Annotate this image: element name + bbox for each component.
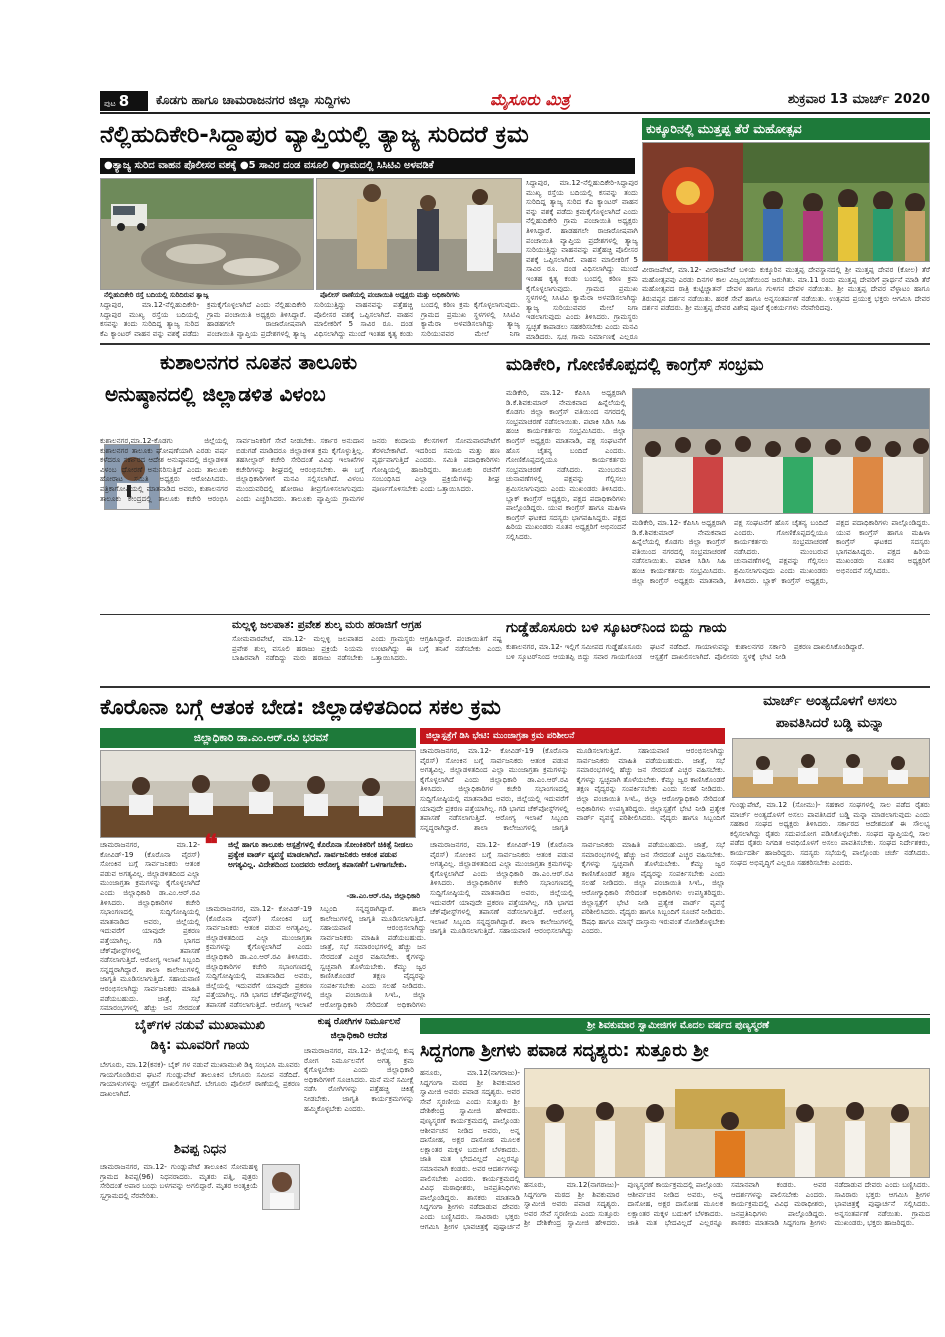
divider <box>100 686 930 688</box>
story7-sidebar-title: ಜಿಲ್ಲಾಸ್ಪತ್ರೆಗೆ ಡಿಸಿ ಭೇಟಿ: ಮುಂಜಾಗ್ರತಾ ಕ್ರಮ ಪರಿಶೀಲನೆ <box>420 728 725 744</box>
story2-photo-festival <box>642 142 930 262</box>
page-label: ಪುಟ <box>104 99 116 108</box>
divider <box>100 1014 930 1015</box>
story1-photo-garbage <box>100 178 314 290</box>
story7-quote: ಜಿಲ್ಲೆ ಹಾಗೂ ತಾಲೂಕು ಆಸ್ಪತ್ರೆಗಳಲ್ಲಿ ಕೊರೊನಾ ಸೋಂಕಿತರಿಗೆ ಚಿಕಿತ್ಸೆ ನೀಡಲು ಪ್ರತ್ಯೇಕ ವಾರ್ಡ್ ವ್ಯವಸ್ಥೆ ಮಾಡಲಾಗಿದೆ. ಸಾರ್ವಜನಿಕರು ಆತಂಕ ಪಡುವ ಅಗತ್ಯವಿಲ್ಲ. ವಿದೇಶದಿಂದ ಬಂದವರು ಆರೋಗ್ಯ ತಪಾಸಣೆಗೆ ಒಳಗಾಗಬೇಕು. <box>228 840 413 869</box>
story5-body: ಸೋಮವಾರಪೇಟೆ, ಮಾ.12- ಮಲ್ಲಳ್ಳಿ ಜಲಪಾತದ ಪ್ರವೇಶ ಶುಲ್ಕ ವಸೂಲಿ ಹರಾಜು ಪ್ರಕ್ರಿಯೆ ನಿಯಮ ಬಾಹಿರವಾಗಿ ನಡೆದಿದ್ದು ಮರು ಹರಾಜು ನಡೆಸಬೇಕು ಎಂದು ಗ್ರಾಮಸ್ಥರು ಆಗ್ರಹಿಸಿದ್ದಾರೆ. ಪಂಚಾಯಿತಿಗೆ ನಷ್ಟ ಉಂಟಾಗಿದ್ದು ಈ ಬಗ್ಗೆ ತನಿಖೆ ನಡೆಸಬೇಕು ಎಂದು ಒತ್ತಾಯಿಸಿದರು. <box>232 634 502 663</box>
story4-body-col2: ಮಡಿಕೇರಿ, ಮಾ.12- ಕೆಪಿಸಿಸಿ ಅಧ್ಯಕ್ಷರಾಗಿ ಡಿ.ಕೆ.ಶಿವಕುಮಾರ್ ನೇಮಕವಾದ ಹಿನ್ನೆಲೆಯಲ್ಲಿ ಕೊಡಗು ಜಿಲ್ಲಾ ಕಾಂಗ್ರೆಸ್ ವತಿಯಿಂದ ನಗರದಲ್ಲಿ ಸಂಭ್ರಮಾಚರಣೆ ನಡೆಸಲಾಯಿತು. ಪಟಾಕಿ ಸಿಡಿಸಿ ಸಿಹಿ ಹಂಚಿ ಕಾರ್ಯಕರ್ತರು ಸಂಭ್ರಮಿಸಿದರು. ಜಿಲ್ಲಾ ಕಾಂಗ್ರೆಸ್ ಅಧ್ಯಕ್ಷರು ಮಾತನಾಡಿ, ಪಕ್ಷ ಸಂಘಟನೆಗೆ ಹೊಸ ಚೈತನ್ಯ ಬಂದಿದೆ ಎಂದರು. ಗೋಣಿಕೊಪ್ಪದಲ್ಲಿಯೂ ಕಾರ್ಯಕರ್ತರು ಸಂಭ್ರಮಾಚರಣೆ ನಡೆಸಿದರು. ಮುಂಬರುವ ಚುನಾವಣೆಗಳಲ್ಲಿ ಪಕ್ಷವನ್ನು ಗೆಲ್ಲಿಸಲು ಶ್ರಮಿಸಲಾಗುವುದು ಎಂದು ಮುಖಂಡರು ತಿಳಿಸಿದರು. ಬ್ಲಾಕ್ ಕಾಂಗ್ರೆಸ್ ಅಧ್ಯಕ್ಷರು, ಪಕ್ಷದ ಪದಾಧಿಕಾರಿಗಳು ಪಾಲ್ಗೊಂಡಿದ್ದರು. ಯುವ ಕಾಂಗ್ರೆಸ್ ಹಾಗೂ ಮಹಿಳಾ ಕಾಂಗ್ರೆಸ್ ಘಟಕದ ಸದಸ್ಯರು ಭಾಗವಹಿಸಿದ್ದರು. ಪಕ್ಷದ ಹಿರಿಯ ಮುಖಂಡರು ನೂತನ ಅಧ್ಯಕ್ಷರಿಗೆ ಅಭಿನಂದನೆ ಸಲ್ಲಿಸಿದರು. <box>632 518 930 585</box>
story10-headline: ಶಿವಪ್ಪ ನಿಧನ <box>173 1142 227 1157</box>
story11-body: ಚಾಮರಾಜನಗರ, ಮಾ.12- ಜಿಲ್ಲೆಯಲ್ಲಿ ಕುಷ್ಠ ರೋಗ ನಿರ್ಮೂಲನೆಗೆ ಅಗತ್ಯ ಕ್ರಮ ಕೈಗೊಳ್ಳಬೇಕು ಎಂದು ಜಿಲ್ಲಾಧಿಕಾರಿ ಅಧಿಕಾರಿಗಳಿಗೆ ಸೂಚಿಸಿದರು. ಮನೆ ಮನೆ ಸಮೀಕ್ಷೆ ನಡೆಸಿ ರೋಗಿಗಳನ್ನು ಪತ್ತೆಹಚ್ಚಿ ಚಿಕಿತ್ಸೆ ನೀಡಬೇಕು. ಜಾಗೃತಿ ಕಾರ್ಯಕ್ರಮಗಳನ್ನು ಹಮ್ಮಿಕೊಳ್ಳಬೇಕು ಎಂದರು. <box>304 1046 414 1113</box>
story1-caption2: ಪೊಲೀಸ್ ಠಾಣೆಯಲ್ಲಿ ಪಂಚಾಯಿತಿ ಅಧ್ಯಕ್ಷರು ಮತ್ತು ಅಧಿಕಾರಿಗಳು <box>320 291 460 299</box>
story4-headline: ಮಡಿಕೇರಿ, ಗೋಣಿಕೊಪ್ಪದಲ್ಲಿ ಕಾಂಗ್ರೆಸ್ ಸಂಭ್ರಮ <box>506 355 764 375</box>
photo-image <box>317 179 522 290</box>
story12-body-cols: ಹನೂರು, ಮಾ.12(ನಾಗರಾಜು)- ಸಿದ್ದಗಂಗಾ ಮಠದ ಶ್ರೀ ಶಿವಕುಮಾರ ಸ್ವಾಮೀಜಿ ಅವರು ಪವಾಡ ಸದೃಶ್ಯರು. ಅವರ ಸೇವೆ ಸ್ಮರಣೀಯ ಎಂದು ಸುತ್ತೂರು ಶ್ರೀ ದೇಶಿಕೇಂದ್ರ ಸ್ವಾಮೀಜಿ ಹೇಳಿದರು. ಪುಣ್ಯಸ್ಮರಣೆ ಕಾರ್ಯಕ್ರಮದಲ್ಲಿ ಪಾಲ್ಗೊಂಡು ಆಶೀರ್ವಚನ ನೀಡಿದ ಅವರು, ಅನ್ನ ದಾಸೋಹ, ಅಕ್ಷರ ದಾಸೋಹ ಮೂಲಕ ಲಕ್ಷಾಂತರ ಮಕ್ಕಳ ಬದುಕಿಗೆ ಬೆಳಕಾದರು. ಜಾತಿ ಮತ ಭೇದವಿಲ್ಲದೆ ಎಲ್ಲರನ್ನೂ ಸಮಾನವಾಗಿ ಕಂಡರು. ಅವರ ಆದರ್ಶಗಳನ್ನು ಪಾಲಿಸಬೇಕು ಎಂದರು. ಕಾರ್ಯಕ್ರಮದಲ್ಲಿ ವಿವಿಧ ಮಠಾಧೀಶರು, ಜನಪ್ರತಿನಿಧಿಗಳು ಪಾಲ್ಗೊಂಡಿದ್ದರು. ಶಾಸಕರು ಮಾತನಾಡಿ ಸಿದ್ದಗಂಗಾ ಶ್ರೀಗಳು ನಡೆದಾಡುವ ದೇವರು ಎಂದು ಬಣ್ಣಿಸಿದರು. ಸಾವಿರಾರು ಭಕ್ತರು ಆಗಮಿಸಿ ಶ್ರೀಗಳ ಭಾವಚಿತ್ರಕ್ಕೆ ಪುಷ್ಪಾರ್ಚನೆ ಸಲ್ಲಿಸಿದರು. ಅನ್ನಸಂತರ್ಪಣೆ ನಡೆಯಿತು. ಗ್ರಾಮದ ಮುಖಂಡರು, ಭಕ್ತರು ಹಾಜರಿದ್ದರು. <box>524 1180 930 1228</box>
story8-photo-meeting <box>732 738 930 798</box>
story6-body: ಕುಶಾಲನಗರ, ಮಾ.12- ಇಲ್ಲಿಗೆ ಸಮೀಪದ ಗುಡ್ಡೆಹೊಸೂರು ಬಳಿ ಸ್ಕೂಟರ್‌ನಿಂದ ಆಯತಪ್ಪಿ ಬಿದ್ದು ಸವಾರ ಗಾಯಗೊಂಡ ಘಟನೆ ನಡೆದಿದೆ. ಗಾಯಾಳುವನ್ನು ಕುಶಾಲನಗರ ಸರ್ಕಾರಿ ಆಸ್ಪತ್ರೆಗೆ ದಾಖಲಿಸಲಾಗಿದೆ. ಪೊಲೀಸರು ಸ್ಥಳಕ್ಕೆ ಭೇಟಿ ನೀಡಿ ಪ್ರಕರಣ ದಾಖಲಿಸಿಕೊಂಡಿದ್ದಾರೆ. <box>506 642 865 661</box>
story7-photo-pressmeet <box>100 750 416 838</box>
story8-body: ಗುಂಡ್ಲುಪೇಟೆ, ಮಾ.12 (ಸೋಮು)- ಸಹಕಾರ ಸಂಘಗಳಲ್ಲಿ ಸಾಲ ಪಡೆದ ರೈತರು ಮಾರ್ಚ್ ಅಂತ್ಯದೊಳಗೆ ಅಸಲು ಪಾವತಿಸಿದರೆ ಬಡ್ಡಿ ಮನ್ನಾ ಮಾಡಲಾಗುವುದು ಎಂದು ಸಹಕಾರ ಸಂಘದ ಅಧ್ಯಕ್ಷರು ತಿಳಿಸಿದರು. ಸರ್ಕಾರದ ಆದೇಶದಂತೆ ಈ ಸೌಲಭ್ಯ ಕಲ್ಪಿಸಲಾಗಿದ್ದು ರೈತರು ಸದುಪಯೋಗ ಪಡಿಸಿಕೊಳ್ಳಬೇಕು. ಸಂಘದ ವ್ಯಾಪ್ತಿಯಲ್ಲಿ ಸಾಲ ಪಡೆದ ರೈತರು ನಿಗದಿತ ಅವಧಿಯೊಳಗೆ ಅಸಲು ಪಾವತಿಸಬೇಕು. ಸಂಘದ ನಿರ್ದೇಶಕರು, ಕಾರ್ಯದರ್ಶಿ ಹಾಜರಿದ್ದರು. ಸದಸ್ಯರು ಸಭೆಯಲ್ಲಿ ಪಾಲ್ಗೊಂಡು ಚರ್ಚೆ ನಡೆಸಿದರು. ಸಂಘದ ಅಭಿವೃದ್ಧಿಗೆ ಎಲ್ಲರೂ ಸಹಕರಿಸಬೇಕು ಎಂದರು. <box>730 800 930 867</box>
story11-headline-line1: ಕುಷ್ಠ ರೋಗಿಗಳ ನಿರ್ಮೂಲನೆ <box>317 1017 401 1027</box>
story5-headline: ಮಲ್ಲಳ್ಳಿ ಜಲಪಾತ: ಪ್ರವೇಶ ಶುಲ್ಕ ಮರು ಹರಾಜಿಗೆ ಆಗ್ರಹ <box>232 619 422 631</box>
issue-date: ಶುಕ್ರವಾರ 13 ಮಾರ್ಚ್ 2020 <box>787 92 930 107</box>
story2-body: ವೀರಾಜಪೇಟೆ, ಮಾ.12- ವೀರಾಜಪೇಟೆ ಬಳಿಯ ಕುಕ್ಕೂರಿನ ಮುತ್ತಪ್ಪ ದೇವಸ್ಥಾನದಲ್ಲಿ ಶ್ರೀ ಮುತ್ತಪ್ಪ ದೇವರ (ಕೋಲ) ತೆರೆ ಮಹೋತ್ಸವವು ಎರಡು ದಿನಗಳ ಕಾಲ ವಿಜೃಂಭಣೆಯಿಂದ ಜರುಗಿತು. ಮಾ.11 ರಂದು ಮುತ್ತಪ್ಪ ದೇವರಿಗೆ ಪ್ರಾರ್ಥನೆ ಮಾಡಿ ತೆರೆ ಮಹೋತ್ಸವದ ರಾತ್ರಿ ಕುಟ್ಟಿಚ್ಚಾತನ್ ದೇವಳ ಹಾಗೂ ಗುಳಿಗನ ದೇವಳ ನಡೆಯಿತು. ಶ್ರೀ ಮುತ್ತಪ್ಪ ದೇವರ ವೆಳ್ಳಾಟಂ ಹಾಗೂ ತಿರುವಪ್ಪನ ದರ್ಶನ ನಡೆಯಿತು. ಹರಕೆ ಸೇವೆ ಹಾಗೂ ಅನ್ನಸಂತರ್ಪಣೆ ನಡೆಯಿತು. ಉತ್ಸವದ ಪ್ರಯುಕ್ತ ಭಕ್ತರು ಆಗಮಿಸಿ ದೇವರ ದರ್ಶನ ಪಡೆದರು. ಶ್ರೀ ಮುತ್ತಪ್ಪ ದೇವರ ವಿಶೇಷ ಪೂಜೆ ಕೈಂಕರ್ಯಗಳು ನೆರವೇರಿದವು. <box>642 265 930 313</box>
story10-photo-portrait <box>262 1164 300 1210</box>
story4-body: ಮಡಿಕೇರಿ, ಮಾ.12- ಕೆಪಿಸಿಸಿ ಅಧ್ಯಕ್ಷರಾಗಿ ಡಿ.ಕೆ.ಶಿವಕುಮಾರ್ ನೇಮಕವಾದ ಹಿನ್ನೆಲೆಯಲ್ಲಿ ಕೊಡಗು ಜಿಲ್ಲಾ ಕಾಂಗ್ರೆಸ್ ವತಿಯಿಂದ ನಗರದಲ್ಲಿ ಸಂಭ್ರಮಾಚರಣೆ ನಡೆಸಲಾಯಿತು. ಪಟಾಕಿ ಸಿಡಿಸಿ ಸಿಹಿ ಹಂಚಿ ಕಾರ್ಯಕರ್ತರು ಸಂಭ್ರಮಿಸಿದರು. ಜಿಲ್ಲಾ ಕಾಂಗ್ರೆಸ್ ಅಧ್ಯಕ್ಷರು ಮಾತನಾಡಿ, ಪಕ್ಷ ಸಂಘಟನೆಗೆ ಹೊಸ ಚೈತನ್ಯ ಬಂದಿದೆ ಎಂದರು. ಗೋಣಿಕೊಪ್ಪದಲ್ಲಿಯೂ ಕಾರ್ಯಕರ್ತರು ಸಂಭ್ರಮಾಚರಣೆ ನಡೆಸಿದರು. ಮುಂಬರುವ ಚುನಾವಣೆಗಳಲ್ಲಿ ಪಕ್ಷವನ್ನು ಗೆಲ್ಲಿಸಲು ಶ್ರಮಿಸಲಾಗುವುದು ಎಂದು ಮುಖಂಡರು ತಿಳಿಸಿದರು. ಬ್ಲಾಕ್ ಕಾಂಗ್ರೆಸ್ ಅಧ್ಯಕ್ಷರು, ಪಕ್ಷದ ಪದಾಧಿಕಾರಿಗಳು ಪಾಲ್ಗೊಂಡಿದ್ದರು. ಯುವ ಕಾಂಗ್ರೆಸ್ ಹಾಗೂ ಮಹಿಳಾ ಕಾಂಗ್ರೆಸ್ ಘಟಕದ ಸದಸ್ಯರು ಭಾಗವಹಿಸಿದ್ದರು. ಪಕ್ಷದ ಹಿರಿಯ ಮುಖಂಡರು ನೂತನ ಅಧ್ಯಕ್ಷರಿಗೆ ಅಭಿನಂದನೆ ಸಲ್ಲಿಸಿದರು. <box>506 388 626 541</box>
story1-caption1: ನೆಲ್ಲಿಹುದಿಕೇರಿ ರಸ್ತೆ ಬದಿಯಲ್ಲಿ ಸುರಿದಿರುವ ತ್ಯಾಜ್ಯ <box>104 291 209 299</box>
story1-body-col2: ಸಿದ್ದಾಪುರ, ಮಾ.12-ನೆಲ್ಲಿಹುದಿಕೇರಿ-ಸಿದ್ದಾಪುರ ಮುಖ್ಯ ರಸ್ತೆಯ ಬದಿಯಲ್ಲಿ ಕಸವನ್ನು ತಂದು ಸುರಿದಿದ್ದ ತ್ಯಾಜ್ಯ ಸುರಿದ ಕೆಎ ಕ್ಯಾಂಟರ್ ವಾಹನ ವನ್ನು ವಶಕ್ಕೆ ಪಡೆದು ಕ್ರಮಕೈಗೊಳ್ಳಲಾಗಿದೆ ಎಂದು ನೆಲ್ಲಿಹುದಿಕೇರಿ ಗ್ರಾಮ ಪಂಚಾಯಿತಿ ಅಧ್ಯಕ್ಷರು ತಿಳಿಸಿದ್ದಾರೆ. ಹಾಡಹಗಲೇ ರಾಜಾರೋಷವಾಗಿ ಪಂಚಾಯಿತಿ ವ್ಯಾಪ್ತಿಯ ಪ್ರದೇಶಗಳಲ್ಲಿ ತ್ಯಾಜ್ಯ ಸುರಿಯುತ್ತಿದ್ದು ವಾಹನವನ್ನು ಪತ್ತೆಹಚ್ಚಿ ಪೊಲೀಸರ ವಶಕ್ಕೆ ಒಪ್ಪಿಸಲಾಗಿದೆ. ವಾಹನ ಮಾಲೀಕರಿಗೆ 5 ಸಾವಿರ ರೂ. ದಂಡ ವಿಧಿಸಲಾಗಿದ್ದು ಮುಂದೆ ಇಂತಹ ಕೃತ್ಯ ಕಂಡು ಬಂದಲ್ಲಿ ಕಠಿಣ ಕ್ರಮ ಕೈಗೊಳ್ಳಲಾಗುವುದು. ಗ್ರಾಮದ ಪ್ರಮುಖ ಸ್ಥಳಗಳಲ್ಲಿ ಸಿಸಿಟಿವಿ ಕ್ಯಾಮೆರಾ ಅಳವಡಿಸಲಾಗಿದ್ದು ತ್ಯಾಜ್ಯ ಸುರಿಯುವವರ ಮೇಲೆ ನಿಗಾ ಇಡಲಾಗುವುದು ಎಂದು ತಿಳಿಸಿದರು. ಗ್ರಾಮಸ್ಥರು ಸ್ವಚ್ಛತೆ ಕಾಪಾಡಲು ಸಹಕರಿಸಬೇಕು ಎಂದು ಮನವಿ ಮಾಡಿದರು. ಸ್ವಚ್ಛ ಗ್ರಾಮ ನಿರ್ಮಾಣಕ್ಕೆ ಎಲ್ಲರೂ <box>526 178 638 340</box>
story8-headline-line1: ಮಾರ್ಚ್ ಅಂತ್ಯದೊಳಗೆ ಅಸಲು <box>763 693 897 709</box>
quote-mark-icon: ❝ <box>204 830 218 860</box>
photo-image <box>101 751 416 838</box>
story1-subhead: ●ತ್ಯಾಜ್ಯ ಸುರಿದ ವಾಹನ ಪೊಲೀಸರ ವಶಕ್ಕೆ ●5 ಸಾವಿರ ದಂಡ ವಸೂಲಿ ●ಗ್ರಾಮದಲ್ಲಿ ಸಿಸಿಟಿವಿ ಅಳವಡಿಕೆ <box>100 158 635 174</box>
story11-headline-line2: ಜಿಲ್ಲಾಧಿಕಾರಿ ಆದೇಶ <box>330 1031 388 1041</box>
story12-photo-event <box>524 1068 930 1178</box>
story7-headline: ಕೊರೊನಾ ಬಗ್ಗೆ ಆತಂಕ ಬೇಡ: ಜಿಲ್ಲಾಡಳಿತದಿಂದ ಸಕಲ ಕ್ರಮ <box>100 695 501 719</box>
story7-body-cols: ಚಾಮರಾಜನಗರ, ಮಾ.12- ಕೋವಿಡ್-19 (ಕೊರೊನಾ ವೈರಸ್) ಸೋಂಕಿನ ಬಗ್ಗೆ ಸಾರ್ವಜನಿಕರು ಆತಂಕ ಪಡುವ ಅಗತ್ಯವಿಲ್ಲ. ಜಿಲ್ಲಾಡಳಿತದಿಂದ ಎಲ್ಲಾ ಮುಂಜಾಗ್ರತಾ ಕ್ರಮಗಳನ್ನು ಕೈಗೊಳ್ಳಲಾಗಿದೆ ಎಂದು ಜಿಲ್ಲಾಧಿಕಾರಿ ಡಾ.ಎಂ.ಆರ್.ರವಿ ತಿಳಿಸಿದರು. ಜಿಲ್ಲಾಧಿಕಾರಿಗಳ ಕಚೇರಿ ಸಭಾಂಗಣದಲ್ಲಿ ಸುದ್ದಿಗೋಷ್ಠಿಯಲ್ಲಿ ಮಾತನಾಡಿದ ಅವರು, ಜಿಲ್ಲೆಯಲ್ಲಿ ಇದುವರೆಗೆ ಯಾವುದೇ ಪ್ರಕರಣ ಪತ್ತೆಯಾಗಿಲ್ಲ. ಗಡಿ ಭಾಗದ ಚೆಕ್‌ಪೋಸ್ಟ್‌ಗಳಲ್ಲಿ ತಪಾಸಣೆ ನಡೆಸಲಾಗುತ್ತಿದೆ. ಆರೋಗ್ಯ ಇಲಾಖೆ ಸಿಬ್ಬಂದಿ ಸನ್ನದ್ಧರಾಗಿದ್ದಾರೆ. ಶಾಲಾ ಕಾಲೇಜುಗಳಲ್ಲಿ ಜಾಗೃತಿ ಮೂಡಿಸಲಾಗುತ್ತಿದೆ. ಸಹಾಯವಾಣಿ ಆರಂಭಿಸಲಾಗಿದ್ದು ಸಾರ್ವಜನಿಕರು ಮಾಹಿತಿ ಪಡೆಯಬಹುದು. ಜಾತ್ರೆ, ಸಭೆ ಸಮಾರಂಭಗಳಲ್ಲಿ ಹೆಚ್ಚು ಜನ ಸೇರದಂತೆ ಎಚ್ಚರ ವಹಿಸಬೇಕು. ಕೈಗಳನ್ನು ಸ್ವಚ್ಛವಾಗಿ ತೊಳೆಯಬೇಕು. ಕೆಮ್ಮು ಜ್ವರ ಕಾಣಿಸಿಕೊಂಡರೆ ತಕ್ಷಣ ವೈದ್ಯರನ್ನು ಸಂಪರ್ಕಿಸಬೇಕು ಎಂದು ಸಲಹೆ ನೀಡಿದರು. ಜಿಲ್ಲಾ ಪಂಚಾಯಿತಿ ಸಿಇಓ, ಜಿಲ್ಲಾ ಆರೋಗ್ಯಾಧಿಕಾರಿ ಸೇರಿದಂತೆ ಅಧಿಕಾರಿಗಳು <box>206 904 426 1009</box>
divider <box>100 614 930 615</box>
story1-photo-police <box>316 178 522 290</box>
story12-headline: ಸಿದ್ದಗಂಗಾ ಶ್ರೀಗಳು ಪವಾಡ ಸದೃಶ್ಯರು: ಸುತ್ತೂರು ಶ್ರೀ <box>420 1041 709 1061</box>
photo-image <box>525 1069 930 1178</box>
story4-photo-celebration <box>632 388 930 514</box>
story9-headline-line2: ಡಿಕ್ಕಿ: ಮೂವರಿಗೆ ಗಾಯ <box>150 1038 250 1053</box>
story7-body-right: ಚಾಮರಾಜನಗರ, ಮಾ.12- ಕೋವಿಡ್-19 (ಕೊರೊನಾ ವೈರಸ್) ಸೋಂಕಿನ ಬಗ್ಗೆ ಸಾರ್ವಜನಿಕರು ಆತಂಕ ಪಡುವ ಅಗತ್ಯವಿಲ್ಲ. ಜಿಲ್ಲಾಡಳಿತದಿಂದ ಎಲ್ಲಾ ಮುಂಜಾಗ್ರತಾ ಕ್ರಮಗಳನ್ನು ಕೈಗೊಳ್ಳಲಾಗಿದೆ ಎಂದು ಜಿಲ್ಲಾಧಿಕಾರಿ ಡಾ.ಎಂ.ಆರ್.ರವಿ ತಿಳಿಸಿದರು. ಜಿಲ್ಲಾಧಿಕಾರಿಗಳ ಕಚೇರಿ ಸಭಾಂಗಣದಲ್ಲಿ ಸುದ್ದಿಗೋಷ್ಠಿಯಲ್ಲಿ ಮಾತನಾಡಿದ ಅವರು, ಜಿಲ್ಲೆಯಲ್ಲಿ ಇದುವರೆಗೆ ಯಾವುದೇ ಪ್ರಕರಣ ಪತ್ತೆಯಾಗಿಲ್ಲ. ಗಡಿ ಭಾಗದ ಚೆಕ್‌ಪೋಸ್ಟ್‌ಗಳಲ್ಲಿ ತಪಾಸಣೆ ನಡೆಸಲಾಗುತ್ತಿದೆ. ಆರೋಗ್ಯ ಇಲಾಖೆ ಸಿಬ್ಬಂದಿ ಸನ್ನದ್ಧರಾಗಿದ್ದಾರೆ. ಶಾಲಾ ಕಾಲೇಜುಗಳಲ್ಲಿ ಜಾಗೃತಿ ಮೂಡಿಸಲಾಗುತ್ತಿದೆ. ಸಹಾಯವಾಣಿ ಆರಂಭಿಸಲಾಗಿದ್ದು ಸಾರ್ವಜನಿಕರು ಮಾಹಿತಿ ಪಡೆಯಬಹುದು. ಜಾತ್ರೆ, ಸಭೆ ಸಮಾರಂಭಗಳಲ್ಲಿ ಹೆಚ್ಚು ಜನ ಸೇರದಂತೆ ಎಚ್ಚರ ವಹಿಸಬೇಕು. ಕೈಗಳನ್ನು ಸ್ವಚ್ಛವಾಗಿ ತೊಳೆಯಬೇಕು. ಕೆಮ್ಮು ಜ್ವರ ಕಾಣಿಸಿಕೊಂಡರೆ ತಕ್ಷಣ ವೈದ್ಯರನ್ನು ಸಂಪರ್ಕಿಸಬೇಕು ಎಂದು ಸಲಹೆ ನೀಡಿದರು. ಜಿಲ್ಲಾ ಪಂಚಾಯಿತಿ ಸಿಇಓ, ಜಿಲ್ಲಾ ಆರೋಗ್ಯಾಧಿಕಾರಿ ಸೇರಿದಂತೆ ಅಧಿಕಾರಿಗಳು ಉಪಸ್ಥಿತರಿದ್ದರು. ಜಿಲ್ಲಾಸ್ಪತ್ರೆಗೆ ಭೇಟಿ ನೀಡಿ ಪ್ರತ್ಯೇಕ ವಾರ್ಡ್ ವ್ಯವಸ್ಥೆ ಪರಿಶೀಲಿಸಿದರು. ವೈದ್ಯರು ಹಾಗೂ ಸಿಬ್ಬಂದಿಗೆ ಸೂಚನೆ ನೀಡಿದರು. ಔಷಧಿ ಹಾಗೂ ಮಾಸ್ಕ್ ದಾಸ್ತಾನು ಇರುವಂತೆ ನೋಡಿಕೊಳ್ಳಬೇಕು ಎಂದರು. <box>430 840 725 936</box>
story9-headline-line1: ಬೈಕ್‌ಗಳ ನಡುವೆ ಮುಖಾಮುಖಿ <box>135 1018 265 1033</box>
photo-image <box>101 179 314 290</box>
story12-kicker: ಶ್ರೀ ಶಿವಕುಮಾರ ಸ್ವಾಮೀಜಿಗಳ ಮೊದಲ ವರ್ಷದ ಪುಣ್ಯಸ್ಮರಣೆ <box>420 1018 930 1034</box>
story1-body: ಸಿದ್ದಾಪುರ, ಮಾ.12-ನೆಲ್ಲಿಹುದಿಕೇರಿ-ಸಿದ್ದಾಪುರ ಮುಖ್ಯ ರಸ್ತೆಯ ಬದಿಯಲ್ಲಿ ಕಸವನ್ನು ತಂದು ಸುರಿದಿದ್ದ ತ್ಯಾಜ್ಯ ಸುರಿದ ಕೆಎ ಕ್ಯಾಂಟರ್ ವಾಹನ ವನ್ನು ವಶಕ್ಕೆ ಪಡೆದು ಕ್ರಮಕೈಗೊಳ್ಳಲಾಗಿದೆ ಎಂದು ನೆಲ್ಲಿಹುದಿಕೇರಿ ಗ್ರಾಮ ಪಂಚಾಯಿತಿ ಅಧ್ಯಕ್ಷರು ತಿಳಿಸಿದ್ದಾರೆ. ಹಾಡಹಗಲೇ ರಾಜಾರೋಷವಾಗಿ ಪಂಚಾಯಿತಿ ವ್ಯಾಪ್ತಿಯ ಪ್ರದೇಶಗಳಲ್ಲಿ ತ್ಯಾಜ್ಯ ಸುರಿಯುತ್ತಿದ್ದು ವಾಹನವನ್ನು ಪತ್ತೆಹಚ್ಚಿ ಪೊಲೀಸರ ವಶಕ್ಕೆ ಒಪ್ಪಿಸಲಾಗಿದೆ. ವಾಹನ ಮಾಲೀಕರಿಗೆ 5 ಸಾವಿರ ರೂ. ದಂಡ ವಿಧಿಸಲಾಗಿದ್ದು ಮುಂದೆ ಇಂತಹ ಕೃತ್ಯ ಕಂಡು ಬಂದಲ್ಲಿ ಕಠಿಣ ಕ್ರಮ ಕೈಗೊಳ್ಳಲಾಗುವುದು. ಗ್ರಾಮದ ಪ್ರಮುಖ ಸ್ಥಳಗಳಲ್ಲಿ ಸಿಸಿಟಿವಿ ಕ್ಯಾಮೆರಾ ಅಳವಡಿಸಲಾಗಿದ್ದು ತ್ಯಾಜ್ಯ ಸುರಿಯುವವರ ಮೇಲೆ ನಿಗಾ <box>100 300 520 338</box>
story2-headline: ಕುಕ್ಕೂರಿನಲ್ಲಿ ಮುತ್ತಪ್ಪ ತೆರೆ ಮಹೋತ್ಸವ <box>642 118 930 140</box>
story7-banner: ಜಿಲ್ಲಾಧಿಕಾರಿ ಡಾ.ಎಂ.ಆರ್.ರವಿ ಭರವಸೆ <box>100 728 416 748</box>
photo-image <box>733 739 930 798</box>
photo-image <box>633 389 930 514</box>
page-header <box>100 90 930 114</box>
story6-headline: ಗುಡ್ಡೆಹೊಸೂರು ಬಳಿ ಸ್ಕೂಟರ್‌ನಿಂದ ಬಿದ್ದು ಗಾಯ <box>506 620 727 636</box>
story10-body: ಚಾಮರಾಜನಗರ, ಮಾ.12- ಗುಂಡ್ಲುಪೇಟೆ ತಾಲೂಕಿನ ಸೋಮಹಳ್ಳಿ ಗ್ರಾಮದ ಶಿವಪ್ಪ(96) ನಿಧನರಾದರು. ಮೃತರು ಪತ್ನಿ, ಪುತ್ರರು ಸೇರಿದಂತೆ ಅಪಾರ ಬಂಧು ಬಳಗವನ್ನು ಅಗಲಿದ್ದಾರೆ. ಮೃತರ ಅಂತ್ಯಕ್ರಿಯೆ ಸ್ವಗ್ರಾಮದಲ್ಲಿ ನೆರವೇರಿತು. <box>100 1162 258 1200</box>
story3-headline-line1: ಕುಶಾಲನಗರ ನೂತನ ತಾಲೂಕು <box>160 350 358 374</box>
photo-image <box>263 1165 300 1210</box>
story3-body: ಕುಶಾಲನಗರ,ಮಾ.12-ಕೊಡಗು ಜಿಲ್ಲೆಯಲ್ಲಿ ಕುಶಾಲನಗರ ತಾಲೂಕು ಘೋಷಣೆಯಾಗಿ ಎರಡು ವರ್ಷ ಕಳೆದರೂ ಸರ್ಕಾರದ ಆದೇಶ ಅನುಷ್ಠಾನದಲ್ಲಿ ಜಿಲ್ಲಾಡಳಿತ ವಿಳಂಬ ಧೋರಣೆ ಅನುಸರಿಸುತ್ತಿದೆ ಎಂದು ತಾಲೂಕು ಹೋರಾಟ ಸಮಿತಿ ಅಧ್ಯಕ್ಷರು ಆರೋಪಿಸಿದರು. ಪತ್ರಿಕಾಗೋಷ್ಠಿಯಲ್ಲಿ ಮಾತನಾಡಿದ ಅವರು, ಕುಶಾಲನಗರ ತಾಲೂಕು ಕೇಂದ್ರದಲ್ಲಿ ತಾಲೂಕು ಕಚೇರಿ ಆರಂಭಿಸಿ ಸಾರ್ವಜನಿಕರಿಗೆ ಸೇವೆ ನೀಡಬೇಕು. ಸರ್ಕಾರ ಅನುದಾನ ಬಿಡುಗಡೆ ಮಾಡಿದರೂ ಜಿಲ್ಲಾಡಳಿತ ಕ್ರಮ ಕೈಗೊಳ್ಳುತ್ತಿಲ್ಲ. ತಹಸೀಲ್ದಾರ್ ಕಚೇರಿ ಸೇರಿದಂತೆ ವಿವಿಧ ಇಲಾಖೆಗಳ ಕಚೇರಿಗಳನ್ನು ಶೀಘ್ರದಲ್ಲಿ ಆರಂಭಿಸಬೇಕು. ಈ ಬಗ್ಗೆ ಜಿಲ್ಲಾಧಿಕಾರಿಗಳಿಗೆ ಮನವಿ ಸಲ್ಲಿಸಲಾಗಿದೆ. ವಿಳಂಬ ಮುಂದುವರಿದಲ್ಲಿ ಹೋರಾಟ ತೀವ್ರಗೊಳಿಸಲಾಗುವುದು ಎಂದು ಎಚ್ಚರಿಸಿದರು. ತಾಲೂಕು ವ್ಯಾಪ್ತಿಯ ಗ್ರಾಮಗಳ ಜನರು ಕಂದಾಯ ಕೆಲಸಗಳಿಗೆ ಸೋಮವಾರಪೇಟೆಗೆ ತೆರಳಬೇಕಾಗಿದೆ. ಇದರಿಂದ ಸಮಯ ಮತ್ತು ಹಣ ವ್ಯರ್ಥವಾಗುತ್ತಿದೆ ಎಂದರು. ಸಮಿತಿ ಪದಾಧಿಕಾರಿಗಳು ಗೋಷ್ಠಿಯಲ್ಲಿ ಹಾಜರಿದ್ದರು. ತಾಲೂಕು ರಚನೆಗೆ ಸಂಬಂಧಿಸಿದ ಎಲ್ಲಾ ಪ್ರಕ್ರಿಯೆಗಳನ್ನು ಶೀಘ್ರ ಪೂರ್ಣಗೊಳಿಸಬೇಕು ಎಂದು ಒತ್ತಾಯಿಸಿದರು. <box>100 436 500 503</box>
story9-body: ಬೇಗೂರು, ಮಾ.12(ಕನಕ)- ಬೈಕ್ ಗಳ ನಡುವೆ ಮುಖಾಮುಖಿ ಡಿಕ್ಕಿ ಸಂಭವಿಸಿ ಮೂವರು ಗಾಯಗೊಂಡಿರುವ ಘಟನೆ ಗುಂಡ್ಲುಪೇಟೆ ತಾಲೂಕಿನ ಬೇಗೂರು ಸಮೀಪ ನಡೆದಿದೆ. ಗಾಯಾಳುಗಳನ್ನು ಆಸ್ಪತ್ರೆಗೆ ದಾಖಲಿಸಲಾಗಿದೆ. ಬೇಗೂರು ಪೊಲೀಸ್ ಠಾಣೆಯಲ್ಲಿ ಪ್ರಕರಣ ದಾಖಲಾಗಿದೆ. <box>100 1060 300 1098</box>
story8-headline-line2: ಪಾವತಿಸಿದರೆ ಬಡ್ಡಿ ಮನ್ನಾ <box>775 715 885 731</box>
story7-sidebar-body: ಚಾಮರಾಜನಗರ, ಮಾ.12- ಕೋವಿಡ್-19 (ಕೊರೊನಾ ವೈರಸ್) ಸೋಂಕಿನ ಬಗ್ಗೆ ಸಾರ್ವಜನಿಕರು ಆತಂಕ ಪಡುವ ಅಗತ್ಯವಿಲ್ಲ. ಜಿಲ್ಲಾಡಳಿತದಿಂದ ಎಲ್ಲಾ ಮುಂಜಾಗ್ರತಾ ಕ್ರಮಗಳನ್ನು ಕೈಗೊಳ್ಳಲಾಗಿದೆ ಎಂದು ಜಿಲ್ಲಾಧಿಕಾರಿ ಡಾ.ಎಂ.ಆರ್.ರವಿ ತಿಳಿಸಿದರು. ಜಿಲ್ಲಾಧಿಕಾರಿಗಳ ಕಚೇರಿ ಸಭಾಂಗಣದಲ್ಲಿ ಸುದ್ದಿಗೋಷ್ಠಿಯಲ್ಲಿ ಮಾತನಾಡಿದ ಅವರು, ಜಿಲ್ಲೆಯಲ್ಲಿ ಇದುವರೆಗೆ ಯಾವುದೇ ಪ್ರಕರಣ ಪತ್ತೆಯಾಗಿಲ್ಲ. ಗಡಿ ಭಾಗದ ಚೆಕ್‌ಪೋಸ್ಟ್‌ಗಳಲ್ಲಿ ತಪಾಸಣೆ ನಡೆಸಲಾಗುತ್ತಿದೆ. ಆರೋಗ್ಯ ಇಲಾಖೆ ಸಿಬ್ಬಂದಿ ಸನ್ನದ್ಧರಾಗಿದ್ದಾರೆ. ಶಾಲಾ ಕಾಲೇಜುಗಳಲ್ಲಿ ಜಾಗೃತಿ ಮೂಡಿಸಲಾಗುತ್ತಿದೆ. ಸಹಾಯವಾಣಿ ಆರಂಭಿಸಲಾಗಿದ್ದು ಸಾರ್ವಜನಿಕರು ಮಾಹಿತಿ ಪಡೆಯಬಹುದು. ಜಾತ್ರೆ, ಸಭೆ ಸಮಾರಂಭಗಳಲ್ಲಿ ಹೆಚ್ಚು ಜನ ಸೇರದಂತೆ ಎಚ್ಚರ ವಹಿಸಬೇಕು. ಕೈಗಳನ್ನು ಸ್ವಚ್ಛವಾಗಿ ತೊಳೆಯಬೇಕು. ಕೆಮ್ಮು ಜ್ವರ ಕಾಣಿಸಿಕೊಂಡರೆ ತಕ್ಷಣ ವೈದ್ಯರನ್ನು ಸಂಪರ್ಕಿಸಬೇಕು ಎಂದು ಸಲಹೆ ನೀಡಿದರು. ಜಿಲ್ಲಾ ಪಂಚಾಯಿತಿ ಸಿಇಓ, ಜಿಲ್ಲಾ ಆರೋಗ್ಯಾಧಿಕಾರಿ ಸೇರಿದಂತೆ ಅಧಿಕಾರಿಗಳು ಉಪಸ್ಥಿತರಿದ್ದರು. ಜಿಲ್ಲಾಸ್ಪತ್ರೆಗೆ ಭೇಟಿ ನೀಡಿ ಪ್ರತ್ಯೇಕ ವಾರ್ಡ್ ವ್ಯವಸ್ಥೆ ಪರಿಶೀಲಿಸಿದರು. ವೈದ್ಯರು ಹಾಗೂ ಸಿಬ್ಬಂದಿಗೆ <box>420 746 725 832</box>
divider <box>100 343 930 345</box>
page-number-box <box>100 91 148 111</box>
story7-body: ಚಾಮರಾಜನಗರ, ಮಾ.12- ಕೋವಿಡ್-19 (ಕೊರೊನಾ ವೈರಸ್) ಸೋಂಕಿನ ಬಗ್ಗೆ ಸಾರ್ವಜನಿಕರು ಆತಂಕ ಪಡುವ ಅಗತ್ಯವಿಲ್ಲ. ಜಿಲ್ಲಾಡಳಿತದಿಂದ ಎಲ್ಲಾ ಮುಂಜಾಗ್ರತಾ ಕ್ರಮಗಳನ್ನು ಕೈಗೊಳ್ಳಲಾಗಿದೆ ಎಂದು ಜಿಲ್ಲಾಧಿಕಾರಿ ಡಾ.ಎಂ.ಆರ್.ರವಿ ತಿಳಿಸಿದರು. ಜಿಲ್ಲಾಧಿಕಾರಿಗಳ ಕಚೇರಿ ಸಭಾಂಗಣದಲ್ಲಿ ಸುದ್ದಿಗೋಷ್ಠಿಯಲ್ಲಿ ಮಾತನಾಡಿದ ಅವರು, ಜಿಲ್ಲೆಯಲ್ಲಿ ಇದುವರೆಗೆ ಯಾವುದೇ ಪ್ರಕರಣ ಪತ್ತೆಯಾಗಿಲ್ಲ. ಗಡಿ ಭಾಗದ ಚೆಕ್‌ಪೋಸ್ಟ್‌ಗಳಲ್ಲಿ ತಪಾಸಣೆ ನಡೆಸಲಾಗುತ್ತಿದೆ. ಆರೋಗ್ಯ ಇಲಾಖೆ ಸಿಬ್ಬಂದಿ ಸನ್ನದ್ಧರಾಗಿದ್ದಾರೆ. ಶಾಲಾ ಕಾಲೇಜುಗಳಲ್ಲಿ ಜಾಗೃತಿ ಮೂಡಿಸಲಾಗುತ್ತಿದೆ. ಸಹಾಯವಾಣಿ ಆರಂಭಿಸಲಾಗಿದ್ದು ಸಾರ್ವಜನಿಕರು ಮಾಹಿತಿ ಪಡೆಯಬಹುದು. ಜಾತ್ರೆ, ಸಭೆ ಸಮಾರಂಭಗಳಲ್ಲಿ ಹೆಚ್ಚು ಜನ ಸೇರದಂತೆ <box>100 840 200 1012</box>
story3-headline-line2: ಅನುಷ್ಠಾನದಲ್ಲಿ ಜಿಲ್ಲಾಡಳಿತ ವಿಳಂಬ <box>105 382 326 406</box>
photo-image <box>643 143 930 262</box>
page-number: 8 <box>118 92 130 110</box>
story1-headline: ನೆಲ್ಲಿಹುದಿಕೇರಿ-ಸಿದ್ದಾಪುರ ವ್ಯಾಪ್ತಿಯಲ್ಲಿ ತ್ಯಾಜ್ಯ ಸುರಿದರೆ ಕ್ರಮ <box>100 122 529 148</box>
section-title: ಕೊಡಗು ಹಾಗೂ ಚಾಮರಾಜನಗರ ಜಿಲ್ಲಾ ಸುದ್ದಿಗಳು <box>156 93 351 107</box>
story7-quote-author: -ಡಾ.ಎಂ.ಆರ್.ರವಿ, ಜಿಲ್ಲಾಧಿಕಾರಿ <box>346 892 420 900</box>
story12-body: ಹನೂರು, ಮಾ.12(ನಾಗರಾಜು)- ಸಿದ್ದಗಂಗಾ ಮಠದ ಶ್ರೀ ಶಿವಕುಮಾರ ಸ್ವಾಮೀಜಿ ಅವರು ಪವಾಡ ಸದೃಶ್ಯರು. ಅವರ ಸೇವೆ ಸ್ಮರಣೀಯ ಎಂದು ಸುತ್ತೂರು ಶ್ರೀ ದೇಶಿಕೇಂದ್ರ ಸ್ವಾಮೀಜಿ ಹೇಳಿದರು. ಪುಣ್ಯಸ್ಮರಣೆ ಕಾರ್ಯಕ್ರಮದಲ್ಲಿ ಪಾಲ್ಗೊಂಡು ಆಶೀರ್ವಚನ ನೀಡಿದ ಅವರು, ಅನ್ನ ದಾಸೋಹ, ಅಕ್ಷರ ದಾಸೋಹ ಮೂಲಕ ಲಕ್ಷಾಂತರ ಮಕ್ಕಳ ಬದುಕಿಗೆ ಬೆಳಕಾದರು. ಜಾತಿ ಮತ ಭೇದವಿಲ್ಲದೆ ಎಲ್ಲರನ್ನೂ ಸಮಾನವಾಗಿ ಕಂಡರು. ಅವರ ಆದರ್ಶಗಳನ್ನು ಪಾಲಿಸಬೇಕು ಎಂದರು. ಕಾರ್ಯಕ್ರಮದಲ್ಲಿ ವಿವಿಧ ಮಠಾಧೀಶರು, ಜನಪ್ರತಿನಿಧಿಗಳು ಪಾಲ್ಗೊಂಡಿದ್ದರು. ಶಾಸಕರು ಮಾತನಾಡಿ ಸಿದ್ದಗಂಗಾ ಶ್ರೀಗಳು ನಡೆದಾಡುವ ದೇವರು ಎಂದು ಬಣ್ಣಿಸಿದರು. ಸಾವಿರಾರು ಭಕ್ತರು ಆಗಮಿಸಿ ಶ್ರೀಗಳ ಭಾವಚಿತ್ರಕ್ಕೆ ಪುಷ್ಪಾರ್ಚನೆ <box>420 1068 520 1231</box>
masthead: ಮೈಸೂರು ಮಿತ್ರ <box>490 90 570 109</box>
